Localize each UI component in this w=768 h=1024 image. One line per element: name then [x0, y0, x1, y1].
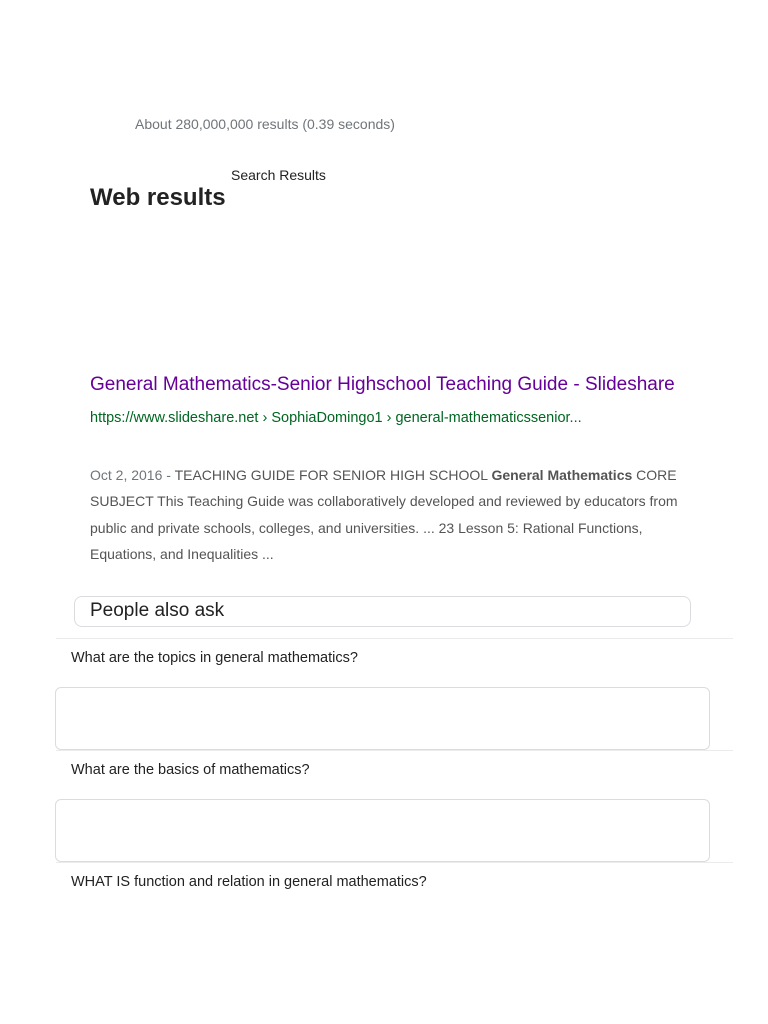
divider	[56, 750, 733, 751]
paa-answer-panel	[55, 687, 710, 750]
paa-question[interactable]: What are the topics in general mathematics?	[71, 650, 358, 666]
divider	[56, 638, 733, 639]
paa-question[interactable]: WHAT IS function and relation in general mathematics?	[71, 874, 427, 890]
web-results-heading: Web results	[90, 184, 226, 211]
snippet-text-post: CORE SUBJECT This Teaching Guide was collaboratively developed and reviewed by educators from public and private schools, colleges, and universities. ... 23 Lesson 5: Rational Functions, Equations, and Inequalities ...	[90, 467, 678, 562]
search-results-heading: Search Results	[231, 167, 326, 183]
result-stats: About 280,000,000 results (0.39 seconds)	[135, 116, 395, 132]
snippet-date: Oct 2, 2016 -	[90, 467, 175, 483]
divider	[56, 862, 733, 863]
result-url-link[interactable]: https://www.slideshare.net › SophiaDomingo1 › general-mathematicssenior...	[90, 410, 582, 426]
people-also-ask-title: People also ask	[90, 600, 225, 621]
people-also-ask-header	[74, 596, 691, 627]
result-snippet	[90, 462, 690, 567]
paa-question[interactable]: What are the basics of mathematics?	[71, 762, 310, 778]
result-title-link[interactable]: General Mathematics-Senior Highschool Teaching Guide - Slideshare	[90, 374, 675, 395]
paa-answer-panel	[55, 799, 710, 862]
snippet-highlight: General Mathematics	[491, 467, 633, 483]
snippet-text-pre: TEACHING GUIDE FOR SENIOR HIGH SCHOOL	[174, 467, 492, 483]
